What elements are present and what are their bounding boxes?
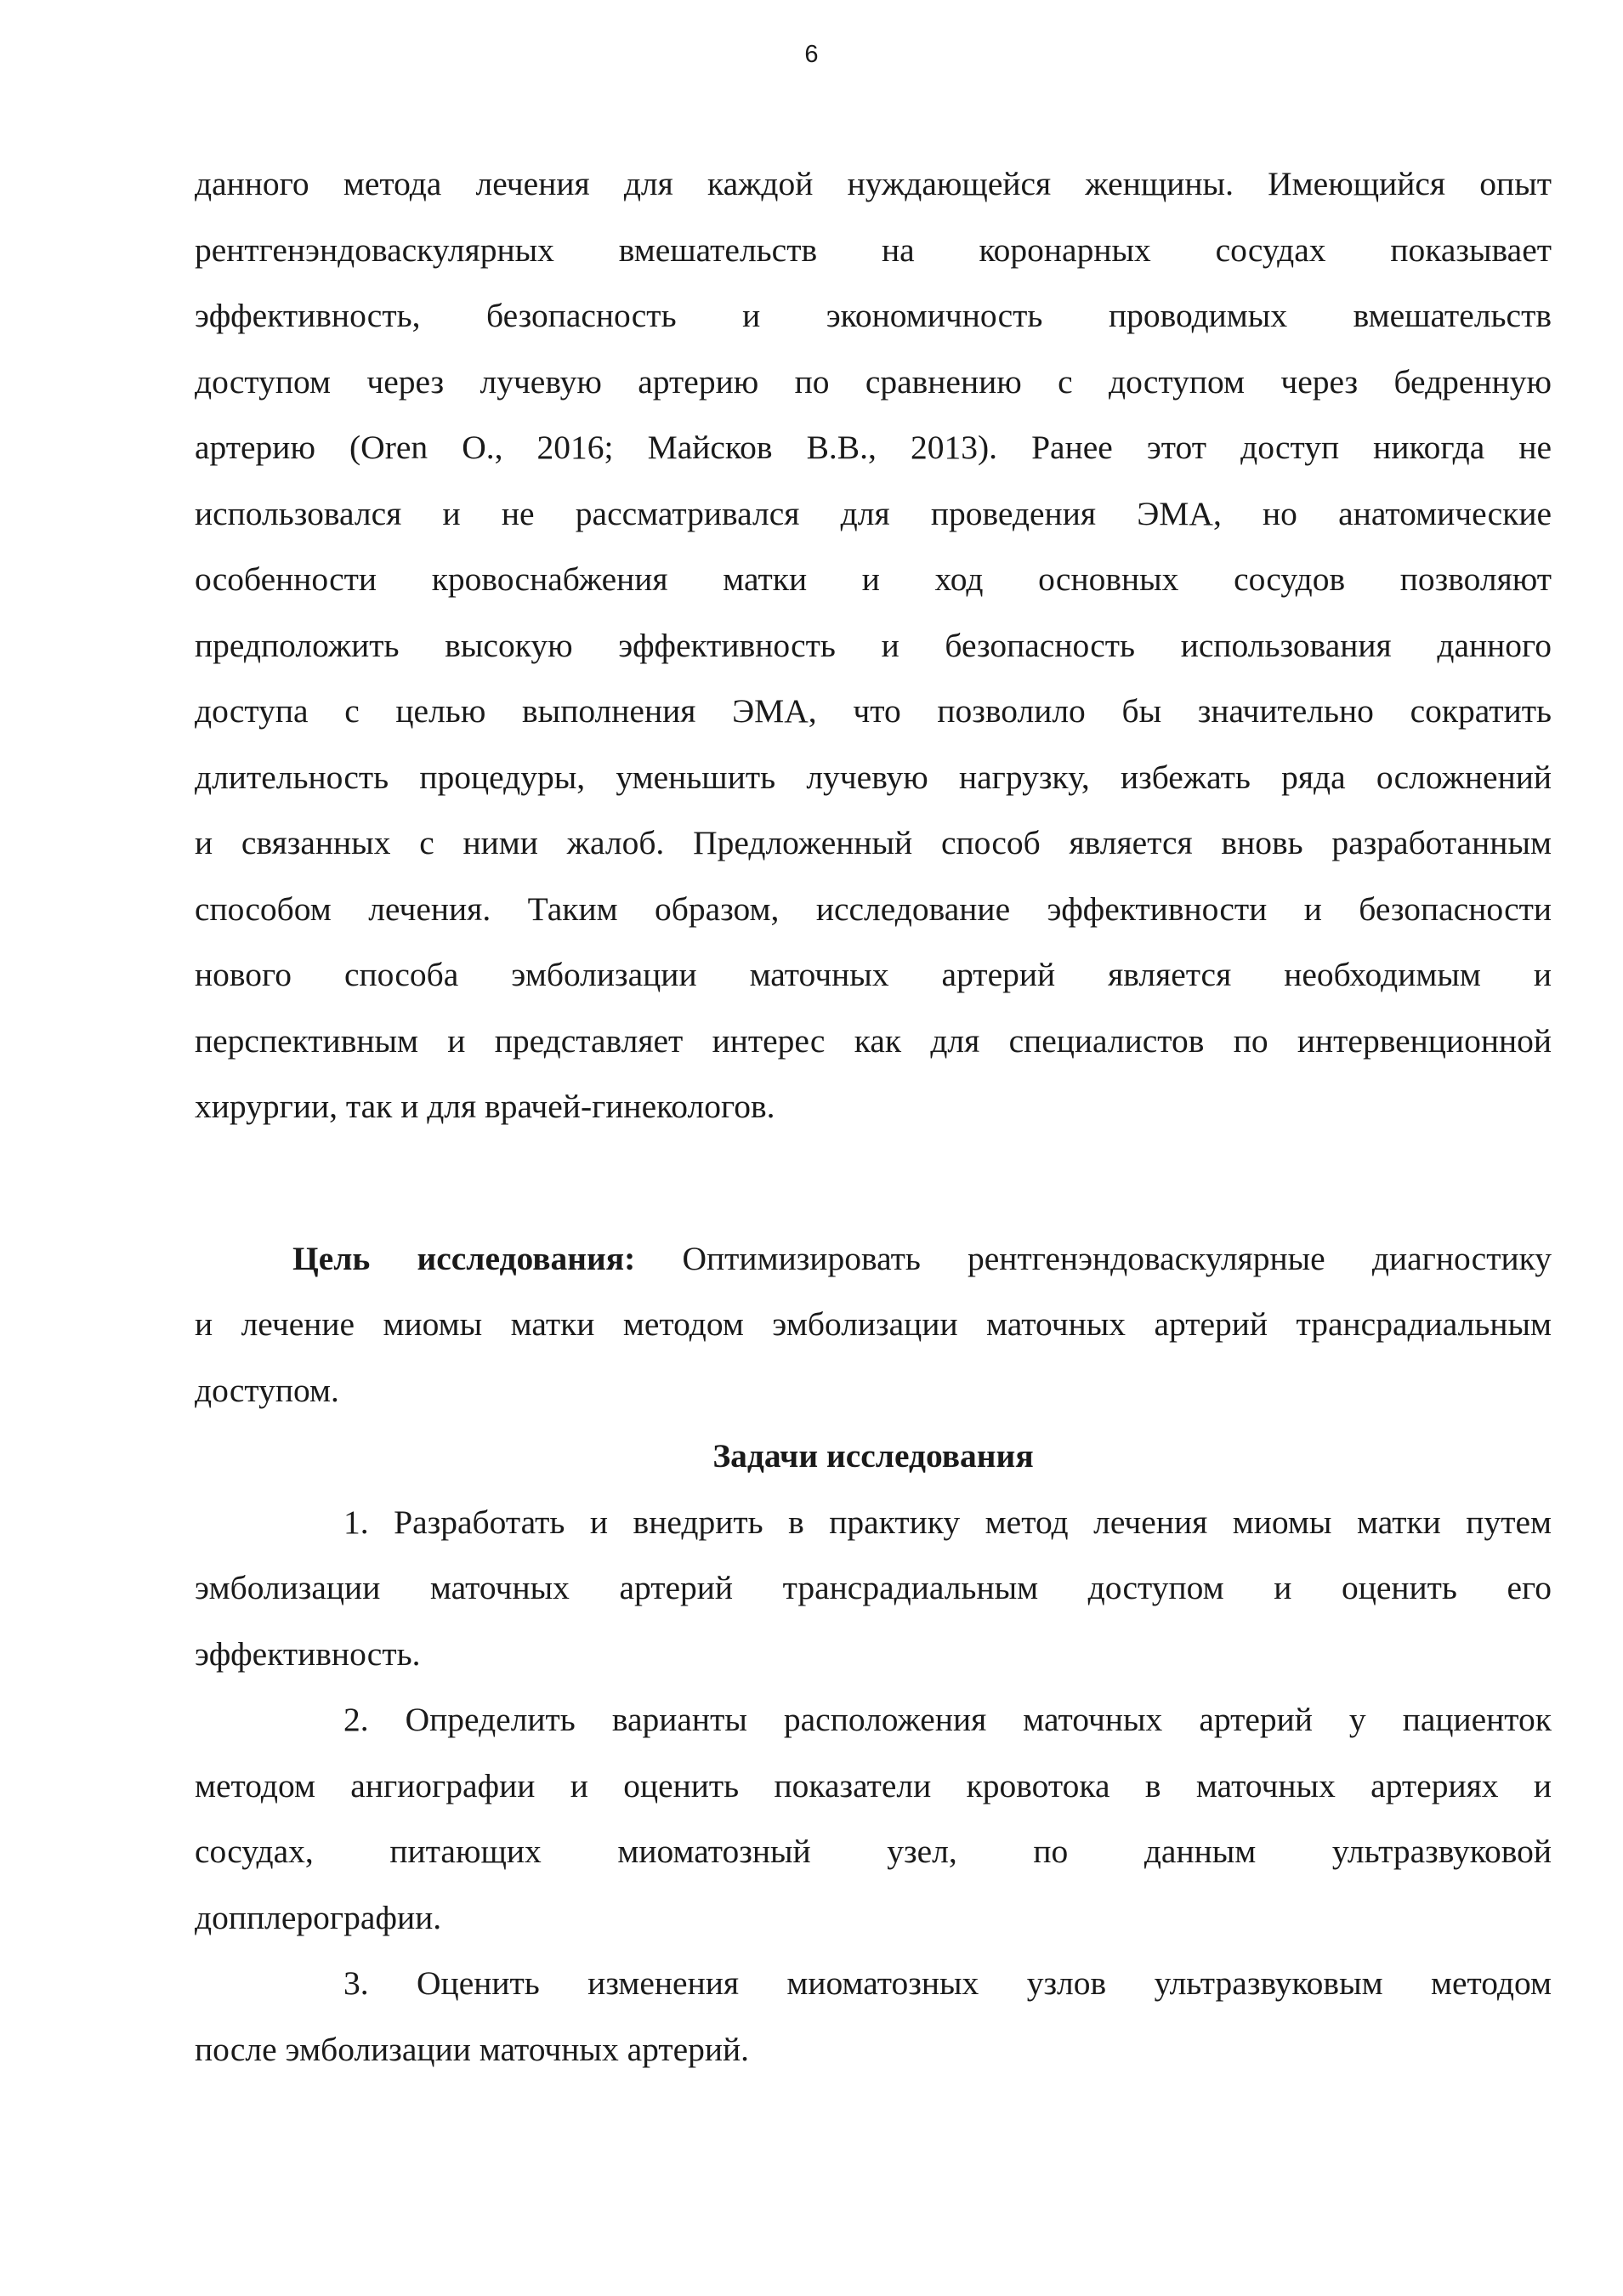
text-line: и связанных с ними жалоб. Предложенный способ является вновь разработанным: [195, 824, 1552, 861]
text-line: методом ангиографии и оценить показатели кровотока в маточных артериях и: [195, 1766, 1552, 1804]
task-item-3: [195, 1951, 1552, 2083]
task-item-2: [195, 1687, 1552, 1951]
text-line: рентгенэндоваскулярных вмешательств на коронарных сосудах показывает: [195, 230, 1552, 269]
text-line: после эмболизации маточных артерий.: [195, 2030, 750, 2068]
text-line: доступом.: [195, 1371, 339, 1409]
text-line: нового способа эмболизации маточных артерий является необходимым и: [195, 956, 1552, 993]
text-line: длительность процедуры, уменьшить лучевую нагрузку, избежать ряда осложнений: [195, 758, 1552, 796]
intro-paragraph: [195, 151, 1552, 1140]
text-line: допплерографии.: [195, 1898, 442, 1936]
text-line: способом лечения. Таким образом, исследование эффективности и безопасности: [195, 889, 1552, 928]
text-line: данного метода лечения для каждой нуждающейся женщины. Имеющийся опыт: [195, 165, 1552, 202]
text-line: эффективность, безопасность и экономичность проводимых вмешательств: [195, 297, 1552, 334]
text-line: доступа с целью выполнения ЭМА, что позволило бы значительно сократить: [195, 692, 1552, 730]
goal-label: Цель исследования:: [292, 1239, 636, 1277]
text-line: сосудах, питающих миоматозный узел, по данным ультразвуковой: [195, 1833, 1552, 1870]
page-body: [195, 151, 1552, 2083]
text-line: предположить высокую эффективность и безопасность использования данного: [195, 626, 1552, 664]
page-number: 6: [804, 41, 819, 68]
task-item-1: [195, 1490, 1552, 1688]
goal-first-line: [195, 1226, 1552, 1293]
text-line: эмболизации маточных артерий трансрадиальным доступом и оценить его: [195, 1569, 1552, 1606]
goal-paragraph: [195, 1226, 1552, 1424]
text-line: 2. Определить варианты расположения маточных артерий у пациенток: [343, 1701, 1552, 1738]
text-line: доступом через лучевую артерию по сравнению с доступом через бедренную: [195, 362, 1552, 401]
text-line: хирургии, так и для врачей-гинекологов.: [195, 1088, 775, 1125]
paragraph-gap: [195, 1140, 1552, 1226]
text-line: особенности кровоснабжения матки и ход основных сосудов позволяют: [195, 560, 1552, 598]
text-line: артерию (Oren O., 2016; Майсков В.В., 2013). Ранее этот доступ никогда не: [195, 429, 1552, 466]
text-line: и лечение миомы матки методом эмболизации маточных артерий трансрадиальным: [195, 1305, 1552, 1343]
text-line: 3. Оценить изменения миоматозных узлов ультразвуковым методом: [343, 1964, 1552, 2002]
text-line: перспективным и представляет интерес как для специалистов по интервенционной: [195, 1021, 1552, 1060]
text-line: эффективность.: [195, 1634, 421, 1673]
goal-text: Оптимизировать рентгенэндоваскулярные диагностику: [635, 1239, 1552, 1277]
text-line: использовался и не рассматривался для проведения ЭМА, но анатомические: [195, 494, 1552, 532]
tasks-heading: Задачи исследования: [712, 1437, 1034, 1475]
text-line: 1. Разработать и внедрить в практику метод лечения миомы матки путем: [343, 1503, 1552, 1541]
